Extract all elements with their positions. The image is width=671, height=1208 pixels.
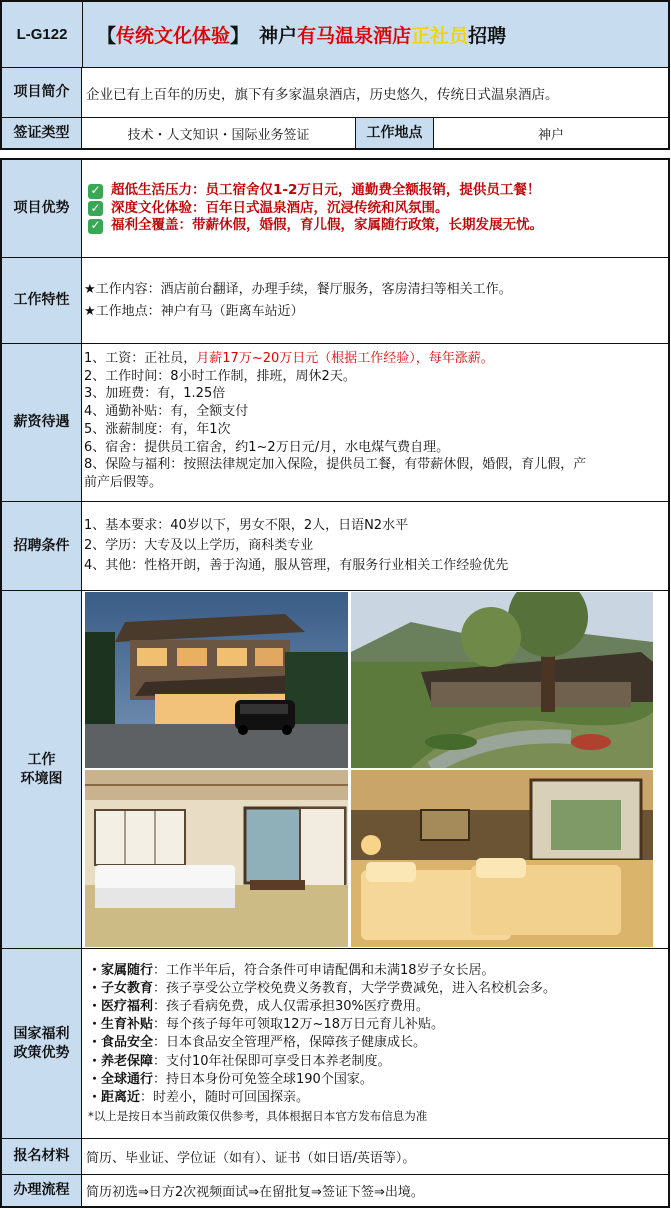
policy-row — [2, 949, 668, 1139]
visa-value: 技术・人文知识・国际业务签证 — [82, 118, 356, 148]
header-row — [2, 2, 668, 68]
advantage-item: ✓ 深度文化体验：百年日式温泉酒店，沉浸传统和风氛围。 — [88, 200, 449, 218]
policy-label: 国家福利 政策优势 — [2, 949, 82, 1138]
bedroom-photo — [351, 770, 653, 947]
intro-text: 企业已有上百年的历史，旗下有多家温泉酒店，历史悠久，传统日式温泉酒店。 — [86, 86, 559, 103]
salary-line: 1、工资：正社员，月薪17万~20万日元（根据工作经验），每年涨薪。 — [84, 351, 494, 366]
features-row — [2, 258, 668, 344]
check-icon: ✓ — [88, 201, 103, 216]
advantage-item: ✓ 福利全覆盖：带薪休假，婚假，育儿假，家属随行政策，长期发展无忧。 — [88, 217, 543, 235]
check-icon: ✓ — [88, 184, 103, 199]
salary-line: 5、涨薪制度：有，年1次 — [84, 421, 231, 437]
process-label: 办理流程 — [2, 1175, 82, 1206]
intro-row — [2, 68, 668, 118]
main-table — [0, 158, 670, 1208]
title-bracket-close: 】 — [230, 25, 250, 47]
feature-line: ★工作内容：酒店前台翻译，办理手续，餐厅服务，客房清扫等相关工作。 — [84, 281, 512, 297]
salary-line: 2、工作时间：8小时工作制，排班，周休2天。 — [84, 368, 356, 384]
salary-line: 3、加班费：有，1.25倍 — [84, 386, 226, 402]
materials-row — [2, 1139, 668, 1175]
policy-item: ・全球通行：持日本身份可免签全球190个国家。 — [88, 1071, 373, 1087]
salary-line: 8、保险与福利：按照法律规定加入保险，提供员工餐，有带薪休假，婚假，育儿假，产 — [84, 457, 587, 473]
salary-line: 4、通勤补贴：有，全额支付 — [84, 404, 249, 420]
policy-item: ・养老保障：支付10年社保即可享受日本养老制度。 — [88, 1053, 391, 1069]
check-icon: ✓ — [88, 219, 103, 234]
salary-line: 6、宿舍：提供员工宿舍，约1~2万日元/月，水电煤气费自理。 — [84, 439, 450, 455]
salary-label: 薪资待遇 — [2, 344, 82, 501]
policy-list — [82, 949, 668, 1138]
materials-text: 简历、毕业证、学位证（如有）、证书（如日语/英语等）。 — [86, 1151, 416, 1166]
title-highlight-hotel: 有马温泉酒店 — [297, 25, 412, 47]
environment-row — [2, 591, 668, 949]
requirements-label: 招聘条件 — [2, 502, 82, 590]
visa-label: 签证类型 — [2, 118, 82, 148]
salary-row — [2, 344, 668, 502]
features-label: 工作特性 — [2, 258, 82, 343]
policy-item: ・子女教育：孩子享受公立学校免费义务教育，大学学费减免，进入名校机会多。 — [88, 980, 557, 996]
advantages-list — [82, 160, 668, 257]
environment-label: 工作 环境图 — [2, 591, 82, 948]
policy-item: ・距离近：时差小，随时可回国探亲。 — [88, 1090, 310, 1105]
garden-photo — [351, 592, 653, 768]
title-recruit: 招聘 — [468, 25, 507, 47]
requirement-line: 4、其他：性格开朗，善于沟通，服从管理，有服务行业相关工作经验优先 — [84, 558, 509, 573]
process-text: 简历初选⇒日方2次视频面试⇒在留批复⇒签证下签⇒出境。 — [86, 1185, 424, 1200]
title-highlight-culture: 传统文化体验 — [116, 25, 231, 47]
intro-label: 项目简介 — [2, 68, 82, 117]
title-highlight-regular: 正社员 — [411, 25, 469, 47]
photo-grid — [82, 591, 668, 948]
policy-item: ・食品安全：日本食品安全管理严格，保障孩子健康成长。 — [88, 1035, 427, 1051]
requirement-line: 1、基本要求：40岁以下，男女不限，2人，日语N2水平 — [84, 518, 409, 533]
process-row — [2, 1175, 668, 1206]
japanese-room-photo — [85, 770, 348, 947]
requirement-line: 2、学历：大专及以上学历，商科类专业 — [84, 538, 314, 553]
title-bracket-open: 【 — [97, 25, 117, 47]
materials-label: 报名材料 — [2, 1139, 82, 1174]
salary-line: 前产后假等。 — [84, 474, 163, 490]
policy-item: ・医疗福利：孩子看病免费，成人仅需承担30%医疗费用。 — [88, 998, 429, 1014]
top-table — [0, 0, 670, 150]
hotel-entrance-photo — [85, 592, 348, 768]
feature-line: ★工作地点：神户有马（距离车站近） — [84, 303, 304, 319]
title-city: 神户 — [259, 25, 298, 47]
page-title — [83, 2, 668, 67]
location-label: 工作地点 — [356, 118, 434, 148]
policy-item: ・生育补贴：每个孩子每年可领取12万~18万日元育儿补贴。 — [88, 1017, 444, 1033]
advantages-label: 项目优势 — [2, 160, 82, 257]
requirements-row — [2, 502, 668, 591]
features-list — [82, 258, 668, 343]
location-value: 神户 — [537, 127, 564, 143]
visa-row — [2, 118, 668, 148]
job-code: L-G122 — [2, 2, 83, 67]
requirements-list — [82, 502, 668, 590]
policy-item: ・家属随行：工作半年后，符合条件可申请配偶和未满18岁子女长居。 — [88, 962, 495, 978]
policy-note: *以上是按日本当前政策仅供参考，具体根据日本官方发布信息为准 — [88, 1109, 428, 1124]
advantages-row — [2, 160, 668, 258]
advantage-item: ✓ 超低生活压力：员工宿舍仅1-2万日元，通勤费全额报销，提供员工餐！ — [88, 182, 540, 200]
salary-list — [82, 344, 668, 501]
